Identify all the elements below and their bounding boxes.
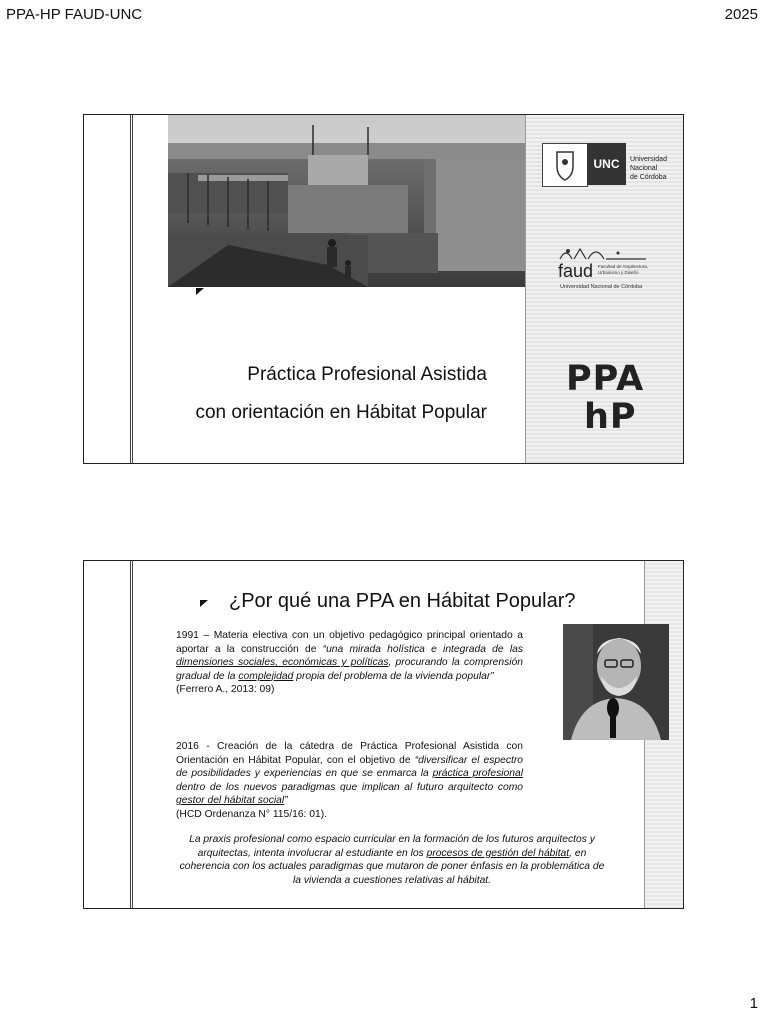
unc-name-line1: Universidad xyxy=(630,156,667,163)
paragraph-1991 xyxy=(176,629,523,697)
faud-word: faud xyxy=(558,261,594,281)
closing-quote xyxy=(176,833,608,887)
slide-2 xyxy=(83,560,684,909)
para1-quote-end: propia del problema de la vivienda popular” xyxy=(293,670,494,682)
para1-quote-cont: , procurando la comprensión gradual de la xyxy=(176,657,523,682)
paragraph-2016 xyxy=(176,740,523,822)
faud-description xyxy=(598,264,648,276)
slide-left-strip xyxy=(84,561,133,908)
unc-crest-icon xyxy=(542,143,588,187)
page-number: 1 xyxy=(749,995,758,1012)
unc-box: UNC xyxy=(587,143,626,185)
para2-text: 2016 - Creación de la cátedra de Práctica Profesional Asistida con Orientación en Hábitat Popular, con el objetivo de xyxy=(176,741,523,766)
slide2-title: ¿Por qué una PPA en Hábitat Popular? xyxy=(229,590,576,612)
ppa-logo-line2: hP xyxy=(584,397,637,437)
para1-underlined: dimensiones sociales, económicas y políticas xyxy=(176,657,389,669)
slide-left-strip xyxy=(84,115,133,463)
unc-name-line3: de Córdoba xyxy=(630,174,667,181)
unc-name xyxy=(630,155,667,182)
bullet-marker xyxy=(196,288,204,295)
slide1-title-line2: con orientación en Hábitat Popular xyxy=(195,402,487,423)
settlement-photo xyxy=(168,115,525,287)
para2-quote: “diversificar el espectro de posibilidades y experiencias en que se enmarca la xyxy=(176,754,523,780)
unc-logo xyxy=(542,143,667,187)
ppa-hp-logo xyxy=(566,360,644,436)
faud-logo xyxy=(558,243,658,291)
header-year: 2025 xyxy=(724,6,758,23)
logo-panel xyxy=(525,115,683,463)
para2-gestor: gestor del hábitat social xyxy=(176,795,285,807)
para1-reference: (Ferrero A., 2013: 09) xyxy=(176,684,275,696)
header-left: PPA-HP FAUD-UNC xyxy=(6,6,143,23)
unc-name-line2: Nacional xyxy=(630,165,658,172)
speaker-portrait xyxy=(563,624,669,740)
para1-text: 1991 – Materia electiva con un objetivo pedagógico principal orientado a aportar a la construcción de xyxy=(176,630,523,655)
para2-quote-cont: dentro de los nuevos paradigmas que implican al futuro arquitecto como xyxy=(176,781,523,793)
quote-text-end: , en coherencia con los actuales paradigmas que mutaron de poner énfasis en la problemática de la vivienda a cuestiones relativas al hábitat. xyxy=(179,847,605,886)
faud-desc-line2: Urbanismo y Diseño xyxy=(598,270,639,275)
faud-skyline-icon xyxy=(558,243,648,261)
para2-reference: (HCD Ordenanza N° 115/16: 01). xyxy=(176,808,328,820)
slide-1 xyxy=(83,114,684,464)
quote-text: La praxis profesional como espacio curricular en la formación de los futuros arquitectos y arquitectas, intenta involucrar al estudiante en los xyxy=(189,834,595,859)
para2-practica: práctica profesional xyxy=(432,768,523,780)
para1-complejidad: complejidad xyxy=(238,670,294,682)
faud-university: Universidad Nacional de Córdoba xyxy=(560,284,643,290)
quote-underlined: procesos de gestión del hábitat xyxy=(426,847,570,859)
title-bullet xyxy=(200,600,208,607)
slide1-title-line1: Práctica Profesional Asistida xyxy=(247,364,487,385)
para2-quote-end: ” xyxy=(284,795,288,807)
faud-desc-line1: Facultad de Arquitectura, xyxy=(598,264,649,269)
ppa-logo-line1: PPA xyxy=(566,359,645,399)
para1-quote: “una mirada holística e integrada de las xyxy=(322,643,523,655)
